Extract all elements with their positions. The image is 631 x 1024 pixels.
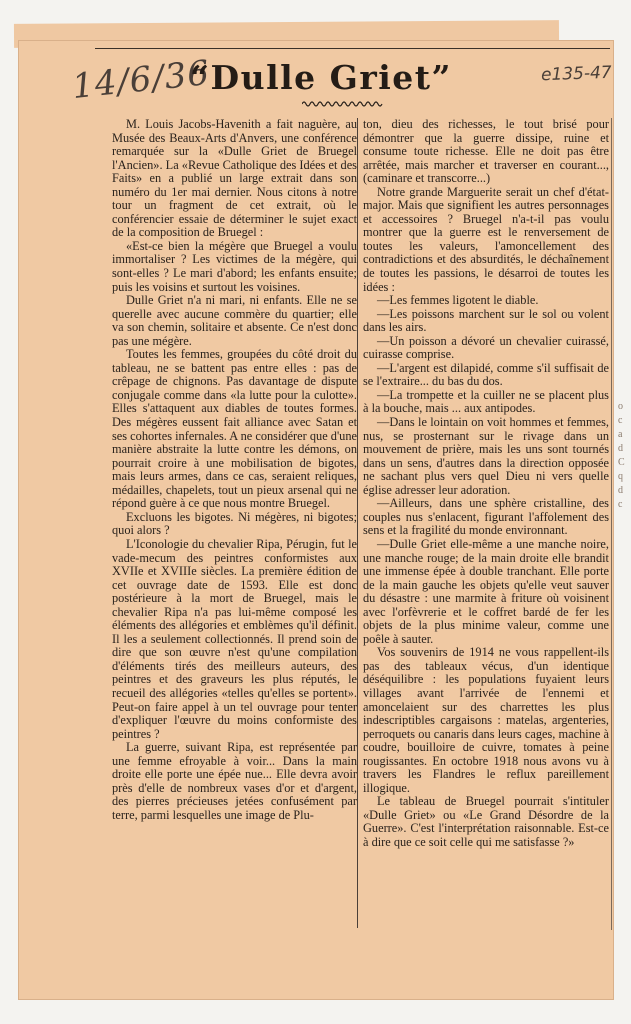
adjacent-column-fragment: o c a d C q d c xyxy=(618,401,625,510)
right-column xyxy=(363,118,609,850)
paragraph: L'Iconologie du chevalier Ripa, Pérugin, fut le vade-mecum des peintres conformistes aux XVIIe et XVIIIe siècles. La première édition de cet ouvrage date de 1593. Elle est donc postérieure à la mort de Bruegel, mais le chevalier Ripa n'a pas lui-même composé les éléments des allégories et emblèmes qu'il définit. Il les a seulement collectionnés. Il prend soin de dire que son œuvre n'est qu'une compilation d'éléments tirés des meilleurs auteurs, des peintres et des graveurs les plus réputés, le recueil des allégories «telles qu'elles se portent». Peut-on faire appel à un tel ouvrage pour tenter d'expliquer l'œuvre du moins conformiste des peintres ? xyxy=(112,536,357,741)
list-item: —La trompette et la cuiller ne se placent plus à la bouche, mais ... aux antipodes. xyxy=(363,387,609,416)
paragraph: Le tableau de Bruegel pourrait s'intituler «Dulle Griet» ou «Le Grand Désordre de la Guerre». C'est l'interprétation raisonnable. Est-ce à dire que ce soit celle qui me satisfasse ?» xyxy=(363,794,609,849)
handwritten-date: 14/6/36 xyxy=(70,52,212,108)
list-item: —Ailleurs, dans une sphère cristalline, des couples nus s'enlacent, figurant l'affolement des sens et la fragilité du monde environnant. xyxy=(363,496,609,538)
paragraph: Excluons les bigotes. Ni mégères, ni bigotes; quoi alors ? xyxy=(112,509,357,538)
paragraph: La guerre, suivant Ripa, est représentée par une femme efroyable à voir... Dans la main droite elle porte une épée nue... Elle devra avoir près d'elle de nombreux vases d'or et d'argent, des pierres précieuses jetées confusément par terre, parmi lesquelles une image de Plu- xyxy=(112,740,357,822)
list-item: —Les femmes ligotent le diable. xyxy=(377,293,539,308)
top-rule xyxy=(95,48,610,49)
list-item: —Les poissons marchent sur le sol ou volent dans les airs. xyxy=(363,306,609,335)
left-column xyxy=(112,118,357,822)
paragraph: Vos souvenirs de 1914 ne vous rappellent-ils pas des tableaux vécus, d'un identique déséquilibre : les populations fuyaient leurs villages avant l'arrivée de l'ennemi et amoncelaient sur des charrettes les plus indescriptibles cargaisons : matelas, argenteries, perroquets ou canaris dans leurs cages, machine à coudre, bouilloire de cuivre, tomates à peine rougissantes. En octobre 1918 nous avons vu à travers les Flandres le reflux pareillement illogique. xyxy=(363,645,609,795)
paragraph: Toutes les femmes, groupées du côté droit du tableau, ne se battent pas entre elles : pas de crêpage de chignons. Pas davantage de dispute conjugale comme dans «la lutte pour la culotte». Elles s'attaquent aux diables de toutes formes. Des mégères eussent fait alliance avec Satan et ses cohortes infernales. A ne considérer que d'une manière abstraite la lutte contre les démons, on pourrait croire à une mobilisation de bigotes, mais leurs armes, dans ce cas, seraient reliques, médailles, chapelets, tout un pieux arsenal qui ne répond guère à ce que nous montre Bruegel. xyxy=(112,347,357,511)
list-item: —L'argent est dilapidé, comme s'il suffisait de se l'extraire... du bas du dos. xyxy=(363,360,609,389)
article-title: “Dulle Griet” xyxy=(190,58,452,97)
paragraph: ton, dieu des richesses, le tout brisé pour démontrer que la guerre dissipe, ruine et consume toute richesse. Elle ne doit pas être arrêtée, mais marcher et traverser en courant..., (caminare et transcorre...) xyxy=(363,117,609,186)
list-item: —Dulle Griet elle-même a une manche noire, une manche rouge; de la main droite elle brandit une immense épée à double tranchant. Elle porte de la main gauche les objets qu'elle veut sauver du désastre : une marmite à friture où voisinent avec l'orfèvrerie et le coffret bardé de fer les objets de la plus minime valeur, comme une poêle à sauter. xyxy=(363,536,609,646)
column-divider xyxy=(357,118,358,928)
paragraph: «Est-ce bien la mégère que Bruegel a voulu immortaliser ? Les victimes de la mégère, qui sont-elles ? Le mari d'abord; les enfants ensuite; puis les voisins et surtout les voisines. xyxy=(112,238,357,294)
paragraph: Notre grande Marguerite serait un chef d'état-major. Mais que signifient les autres personnages et accessoires ? Bruegel n'a-t-il pas voulu montrer que la guerre est le renversement de toutes les valeurs, l'amoncellement des contradictions et des absurdités, le déchaînement de toutes les passions, le désarroi de toutes les idées : xyxy=(363,184,609,294)
paragraph: M. Louis Jacobs-Havenith a fait naguère, au Musée des Beaux-Arts d'Anvers, une conférence remarquée sur la «Dulle Griet de Bruegel l'Ancien». La «Revue Catholique des Idées et des Faits» en a publié un large extrait dans son numéro du 1er mai dernier. Nous citons à notre tour un fragment de cet extrait, où le conférencier essaie de déterminer le sujet exact de la composition de Bruegel : xyxy=(112,117,357,240)
title-ornament xyxy=(302,100,384,108)
list-item: —Dans le lointain on voit hommes et femmes, nus, se prosternant sur le rivage dans un mouvement de prière, mais les uns sont tournés dans un sens, d'autres dans la direction opposée ne sachant plus vers quel Dieu ni vers quelle église adresser leur adoration. xyxy=(363,415,609,497)
right-edge-rule xyxy=(611,118,612,930)
list-item: —Un poisson a dévoré un chevalier cuirassé, cuirasse comprise. xyxy=(363,333,609,362)
paragraph: Dulle Griet n'a ni mari, ni enfants. Elle ne se querelle avec aucune commère du quartier; elle va son chemin, solitaire et absente. Ce n'est donc pas une mégère. xyxy=(112,293,357,348)
catalog-note: e135-47 xyxy=(540,62,613,86)
